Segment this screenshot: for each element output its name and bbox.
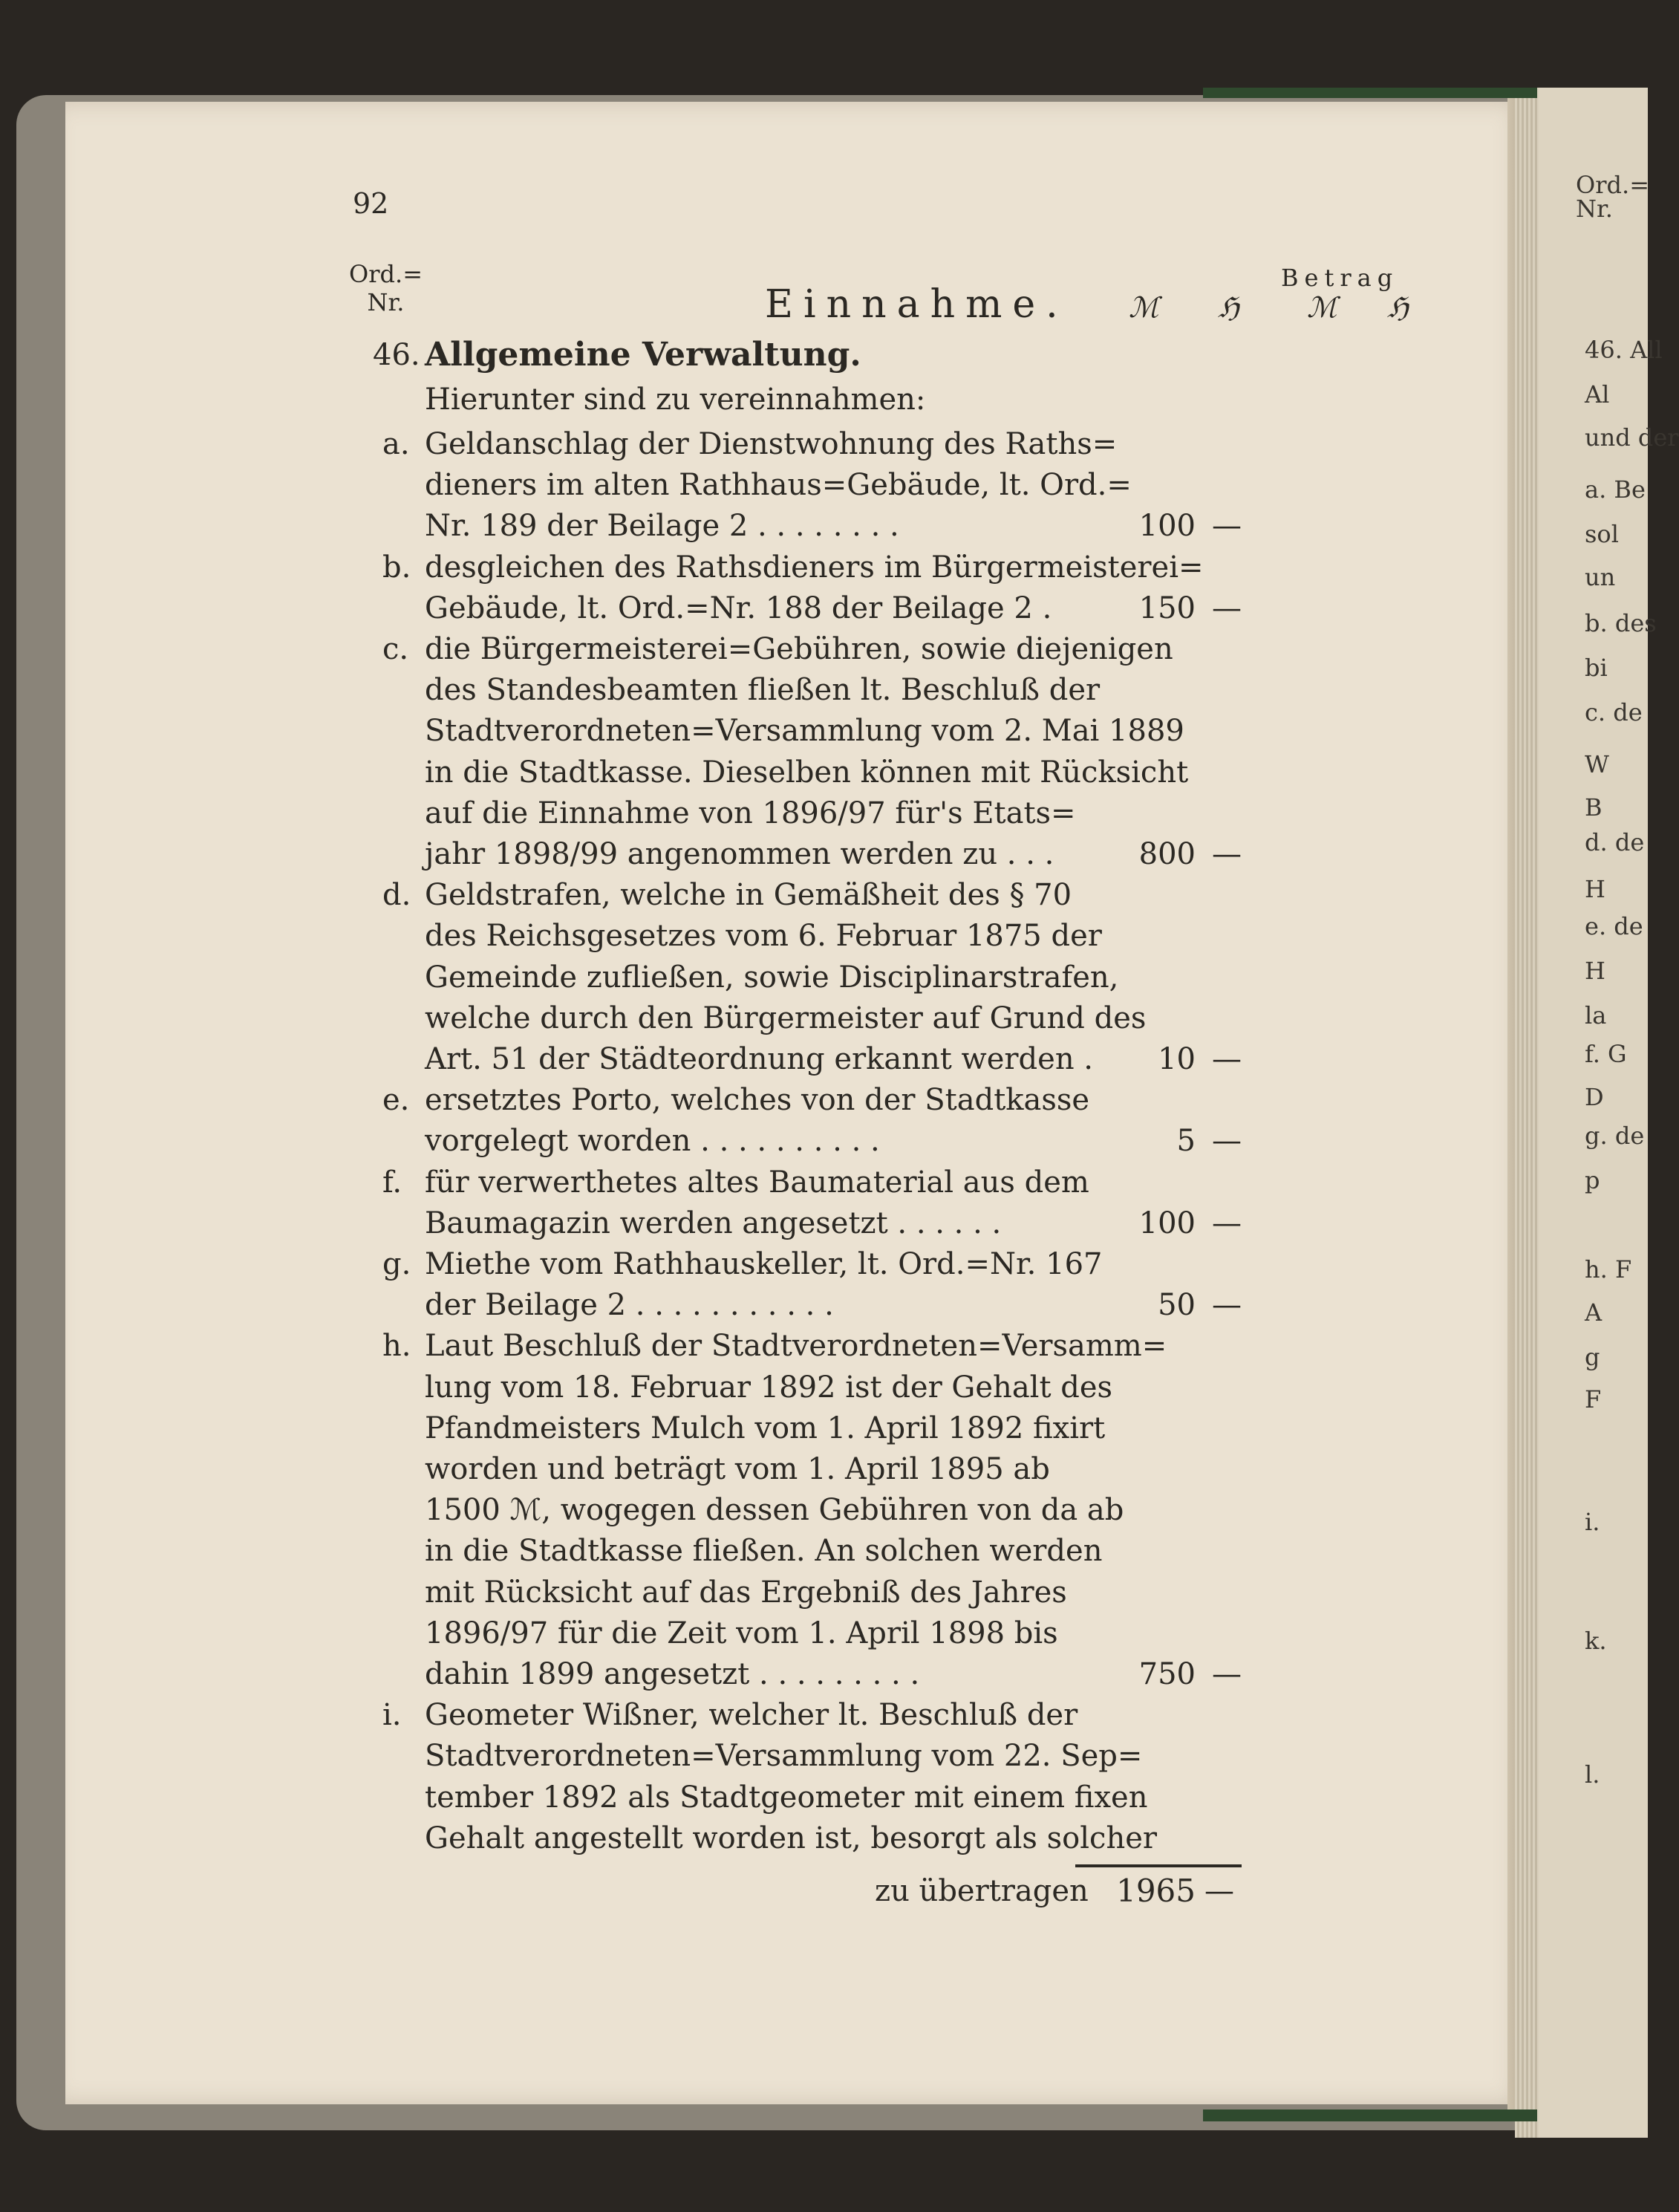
item-text-line: Geometer Wißner, welcher lt. Beschluß der — [425, 1698, 1078, 1733]
item-text-line: Geldstrafen, welche in Gemäßheit des § 70 — [425, 878, 1072, 913]
next-page-text-fragment: D — [1585, 1083, 1604, 1111]
item-letter: h. — [382, 1329, 411, 1364]
next-page-text-fragment: c. de — [1585, 698, 1643, 726]
next-page-text-fragment: B — [1585, 793, 1603, 822]
item-letter: c. — [382, 632, 409, 666]
item-text-line: tember 1892 als Stadtgeometer mit einem fixen — [425, 1780, 1148, 1815]
item-text-line: jahr 1898/99 angenommen werden zu . . . — [425, 837, 1054, 871]
cover-edge-top — [1203, 88, 1537, 98]
item-amount: 5 — [1176, 1124, 1196, 1159]
mark-unit-header-2: ℳ — [1307, 291, 1337, 324]
item-text-line: lung vom 18. Februar 1892 ist der Gehalt des — [425, 1370, 1113, 1405]
next-page-text-fragment: un — [1585, 563, 1616, 591]
item-letter: f. — [382, 1165, 402, 1200]
item-text-line: in die Stadtkasse. Dieselben können mit Rücksicht — [425, 755, 1189, 790]
next-page-text-fragment: i. — [1585, 1508, 1600, 1536]
item-amount: 10 — [1158, 1042, 1196, 1076]
item-text-line: Miethe vom Rathhauskeller, lt. Ord.=Nr. 167 — [425, 1247, 1103, 1281]
ord-column-header — [349, 260, 423, 316]
item-text-line: des Standesbeamten fließen lt. Beschluß der — [425, 673, 1101, 708]
pfennig-unit-header-2: ℌ — [1387, 291, 1409, 324]
item-text-line: dieners im alten Rathhaus=Gebäude, lt. Ord.= — [425, 468, 1132, 503]
next-page-text-fragment: H — [1585, 957, 1605, 985]
item-text-line: welche durch den Bürgermeister auf Grund des — [425, 1001, 1147, 1035]
item-text-line: desgleichen des Rathsdieners im Bürgermeisterei= — [425, 550, 1204, 585]
item-text-line: worden und beträgt vom 1. April 1895 ab — [425, 1452, 1050, 1486]
next-page-fragment — [1539, 88, 1679, 2138]
item-text-line: für verwerthetes altes Baumaterial aus dem — [425, 1165, 1089, 1200]
next-page-text-fragment: 46. All — [1585, 336, 1663, 364]
item-text-line: Gemeinde zufließen, sowie Disciplinarstrafen, — [425, 960, 1119, 995]
next-page-text-fragment: und der — [1585, 423, 1679, 452]
page-title: Einnahme. — [765, 282, 1069, 327]
next-page-text-fragment: Ord.= — [1576, 171, 1649, 199]
next-page-text-fragment: k. — [1585, 1627, 1607, 1655]
page-number: 92 — [353, 187, 389, 220]
next-page-text-fragment: g — [1585, 1343, 1600, 1371]
item-pfennig-dash: — — [1212, 509, 1242, 544]
next-page-text-fragment: d. de — [1585, 828, 1645, 856]
cover-edge-bottom — [1203, 2109, 1537, 2121]
item-text-line: 1500 ℳ, wogegen dessen Gebühren von da ab — [425, 1493, 1124, 1528]
item-letter: b. — [382, 550, 411, 585]
next-page-text-fragment: Nr. — [1576, 195, 1613, 223]
sum-rule — [1075, 1864, 1242, 1867]
item-text-line: 1896/97 für die Zeit vom 1. April 1898 bis — [425, 1616, 1058, 1650]
item-text-line: vorgelegt worden . . . . . . . . . . — [425, 1124, 880, 1159]
item-text-line: dahin 1899 angesetzt . . . . . . . . . — [425, 1657, 920, 1691]
next-page-text-fragment: W — [1585, 750, 1609, 778]
item-amount: 100 — [1138, 1206, 1196, 1240]
item-text-line: mit Rücksicht auf das Ergebniß des Jahres — [425, 1575, 1067, 1610]
section-title: Allgemeine Verwaltung. — [425, 336, 861, 374]
item-amount: 150 — [1138, 591, 1196, 625]
section-number: 46. — [373, 338, 420, 372]
item-text-line: in die Stadtkasse fließen. An solchen werden — [425, 1534, 1103, 1569]
next-page-text-fragment: h. F — [1585, 1255, 1632, 1284]
carry-label: zu übertragen — [875, 1874, 1089, 1908]
carry-amount: 1965 — [1116, 1873, 1196, 1909]
item-pfennig-dash: — — [1212, 837, 1242, 871]
item-amount: 800 — [1138, 837, 1196, 871]
next-page-text-fragment: A — [1585, 1298, 1603, 1327]
item-text-line: Baumagazin werden angesetzt . . . . . . — [425, 1206, 1002, 1240]
item-pfennig-dash: — — [1212, 591, 1242, 625]
item-text-line: der Beilage 2 . . . . . . . . . . . — [425, 1288, 834, 1323]
next-page-text-fragment: b. des — [1585, 609, 1657, 637]
next-page-text-fragment: Al — [1585, 380, 1610, 409]
item-text-line: auf die Einnahme von 1896/97 für's Etats= — [425, 796, 1076, 830]
betrag-header: Betrag — [1281, 264, 1399, 292]
item-letter: g. — [382, 1247, 411, 1281]
next-page-text-fragment: H — [1585, 875, 1605, 903]
item-amount: 50 — [1158, 1288, 1196, 1323]
next-page-text-fragment: la — [1585, 1001, 1607, 1029]
item-text-line: ersetztes Porto, welches von der Stadtkasse — [425, 1083, 1090, 1118]
pfennig-unit-header: ℌ — [1218, 291, 1239, 324]
item-text-line: des Reichsgesetzes vom 6. Februar 1875 der — [425, 919, 1102, 954]
item-pfennig-dash: — — [1212, 1124, 1242, 1159]
next-page-text-fragment: l. — [1585, 1760, 1600, 1789]
item-amount: 100 — [1138, 509, 1196, 544]
item-letter: d. — [382, 878, 411, 913]
next-page-text-fragment: f. G — [1585, 1040, 1627, 1068]
item-text-line: Art. 51 der Städteordnung erkannt werden . — [425, 1042, 1094, 1076]
item-text-line: Nr. 189 der Beilage 2 . . . . . . . . — [425, 509, 899, 544]
item-pfennig-dash: — — [1212, 1206, 1242, 1240]
item-text-line: Gebäude, lt. Ord.=Nr. 188 der Beilage 2 . — [425, 591, 1052, 625]
item-text-line: Gehalt angestellt worden ist, besorgt als solcher — [425, 1821, 1158, 1855]
mark-unit-header: ℳ — [1129, 291, 1159, 324]
item-text-line: Stadtverordneten=Versammlung vom 22. Sep= — [425, 1739, 1143, 1774]
carry-dash: — — [1204, 1874, 1234, 1908]
next-page-text-fragment: p — [1585, 1166, 1600, 1194]
item-pfennig-dash: — — [1212, 1042, 1242, 1076]
next-page-text-fragment: a. Be — [1585, 475, 1646, 504]
next-page-text-fragment: g. de — [1585, 1122, 1645, 1150]
item-amount: 750 — [1138, 1657, 1196, 1691]
next-page-text-fragment: sol — [1585, 520, 1619, 548]
next-page-text-fragment: F — [1585, 1385, 1602, 1414]
section-intro: Hierunter sind zu vereinnahmen: — [425, 383, 926, 417]
item-text-line: Geldanschlag der Dienstwohnung des Raths= — [425, 427, 1118, 461]
item-text-line: Laut Beschluß der Stadtverordneten=Versamm= — [425, 1329, 1167, 1364]
ord-header-line1: Ord.= — [349, 260, 423, 288]
ord-header-line2: Nr. — [367, 288, 405, 316]
item-text-line: die Bürgermeisterei=Gebühren, sowie diejenigen — [425, 632, 1173, 666]
next-page-text-fragment: e. de — [1585, 912, 1643, 940]
next-page-text-fragment: bi — [1585, 654, 1608, 682]
item-text-line: Pfandmeisters Mulch vom 1. April 1892 fixirt — [425, 1411, 1106, 1445]
item-pfennig-dash: — — [1212, 1657, 1242, 1691]
item-letter: a. — [382, 427, 410, 461]
item-pfennig-dash: — — [1212, 1288, 1242, 1323]
item-letter: i. — [382, 1698, 402, 1733]
item-text-line: Stadtverordneten=Versammlung vom 2. Mai 1889 — [425, 714, 1184, 749]
item-letter: e. — [382, 1083, 410, 1118]
